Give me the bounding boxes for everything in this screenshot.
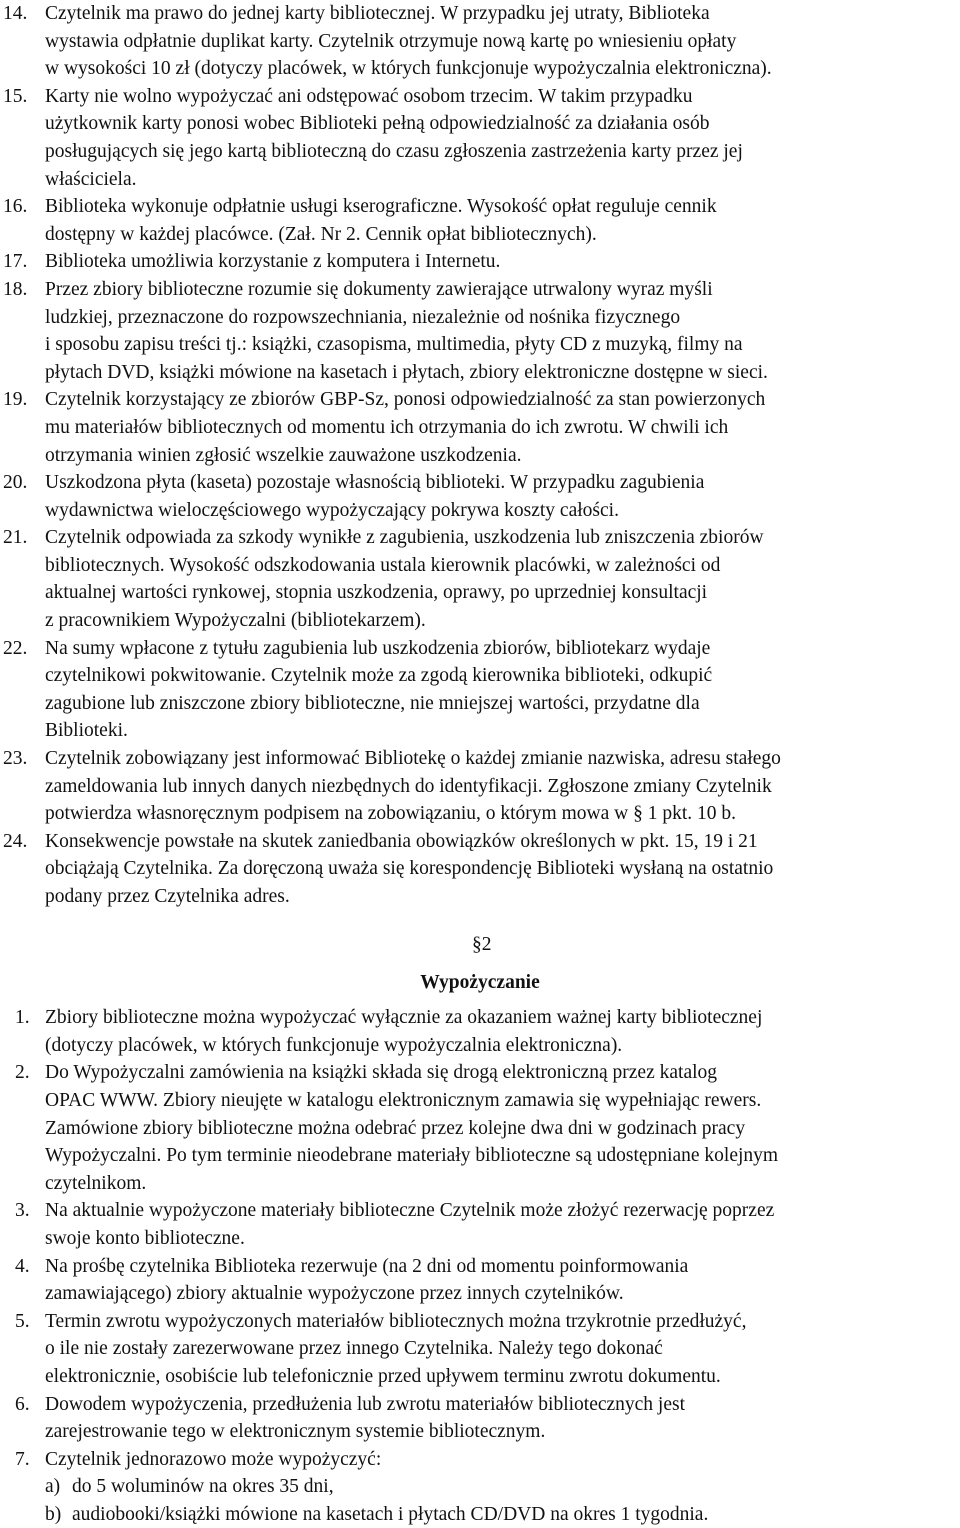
list-item xyxy=(0,1059,960,1197)
item-text-line: wystawia odpłatnie duplikat karty. Czytelnik otrzymuje nową kartę po wniesieniu opłaty xyxy=(45,30,737,52)
list-item xyxy=(0,386,960,469)
item-text-line: Dowodem wypożyczenia, przedłużenia lub zwrotu materiałów bibliotecznych jest xyxy=(45,1393,686,1415)
item-number: 5. xyxy=(15,1310,30,1332)
item-text-line: potwierdza własnoręcznym podpisem na zobowiązaniu, o którym mowa w § 1 pkt. 10 b. xyxy=(45,803,737,825)
item-text-line: Wypożyczalni. Po tym terminie nieodebrane materiały biblioteczne są udostępniane kolejnym xyxy=(45,1145,779,1167)
item-text-line: Przez zbiory biblioteczne rozumie się dokumenty zawierające utrwalony wyraz myśli xyxy=(45,278,713,300)
list-item xyxy=(0,469,960,524)
lending-rules-list xyxy=(0,1004,960,1528)
item-text-line: czytelnikowi pokwitowanie. Czytelnik może za zgodą kierownika biblioteki, odkupić xyxy=(45,665,713,687)
sub-item xyxy=(0,1473,956,1501)
item-text-line: w wysokości 10 zł (dotyczy placówek, w których funkcjonuje wypożyczalnia elektroniczna). xyxy=(45,58,772,80)
sub-item-label: a) xyxy=(45,1476,61,1498)
item-text-line: Biblioteka umożliwia korzystanie z komputera i Internetu. xyxy=(45,251,501,273)
item-text-line: Do Wypożyczalni zamówienia na książki składa się drogą elektroniczną przez katalog xyxy=(45,1062,718,1084)
item-text-line: posługujących się jego kartą biblioteczną do czasu zgłoszenia zastrzeżenia karty przez jej xyxy=(45,140,743,162)
item-text-line: zamawiającego) zbiory aktualnie wypożyczone przez innych czytelników. xyxy=(45,1283,624,1305)
list-item xyxy=(0,1308,960,1391)
item-text-line: zameldowania lub innych danych niezbędnych do identyfikacji. Zgłoszone zmiany Czytelnik xyxy=(45,775,772,797)
list-item xyxy=(0,1197,960,1252)
item-text-line: dostępny w każdej placówce. (Zał. Nr 2. Cennik opłat bibliotecznych). xyxy=(45,223,597,245)
item-number: 7. xyxy=(15,1448,30,1470)
item-number: 16. xyxy=(3,196,28,218)
item-number: 19. xyxy=(3,389,28,411)
item-text-line: właściciela. xyxy=(45,168,137,190)
item-text-line: mu materiałów bibliotecznych od momentu ich otrzymania do ich zwrotu. W chwili ich xyxy=(45,416,729,438)
item-text-line: ludzkiej, przeznaczone do rozpowszechniania, niezależnie od nośnika fizycznego xyxy=(45,306,681,328)
item-text-line: o ile nie zostały zarezerwowane przez innego Czytelnika. Należy tego dokonać xyxy=(45,1338,663,1360)
sub-item xyxy=(0,1501,956,1528)
item-number: 15. xyxy=(3,85,28,107)
item-number: 2. xyxy=(15,1062,30,1084)
item-text-line: Czytelnik korzystający ze zbiorów GBP-Sz, ponosi odpowiedzialność za stan powierzonych xyxy=(45,389,766,411)
section-number xyxy=(0,931,960,961)
item-number: 14. xyxy=(3,3,28,24)
list-item xyxy=(0,0,960,83)
item-text-line: Biblioteka wykonuje odpłatnie usługi kserograficzne. Wysokość opłat reguluje cennik xyxy=(45,196,717,218)
list-item xyxy=(0,193,960,248)
list-item xyxy=(0,248,960,276)
item-number: 3. xyxy=(15,1200,30,1222)
item-text-line: Karty nie wolno wypożyczać ani odstępować osobom trzecim. W takim przypadku xyxy=(45,85,693,107)
list-item xyxy=(0,1253,960,1308)
list-item xyxy=(0,1391,960,1446)
item-text-line: z pracownikiem Wypożyczalni (bibliotekarzem). xyxy=(45,610,426,632)
sub-item-label: b) xyxy=(45,1503,62,1525)
item-number: 20. xyxy=(3,472,28,494)
section-title: Wypożyczanie xyxy=(420,971,540,993)
item-text-line: Konsekwencje powstałe na skutek zaniedbania obowiązków określonych w pkt. 15, 19 i 21 xyxy=(45,830,758,852)
list-item xyxy=(0,524,960,634)
item-text-line: Uszkodzona płyta (kaseta) pozostaje własnością biblioteki. W przypadku zagubienia xyxy=(45,472,705,494)
item-text-line: zarejestrowanie tego w elektronicznym systemie bibliotecznym. xyxy=(45,1421,546,1443)
sub-item-text: do 5 woluminów na okres 35 dni, xyxy=(72,1476,334,1498)
item-number: 22. xyxy=(3,637,28,659)
item-number: 1. xyxy=(15,1007,30,1029)
list-item xyxy=(0,745,960,828)
list-item xyxy=(0,1004,960,1059)
item-text-line: wydawnictwa wieloczęściowego wypożyczający pokrywa koszty całości. xyxy=(45,499,619,521)
item-number: 18. xyxy=(3,278,28,300)
item-number: 4. xyxy=(15,1255,30,1277)
list-item xyxy=(0,635,960,745)
item-text-line: Czytelnik ma prawo do jednej karty bibliotecznej. W przypadku jej utraty, Biblioteka xyxy=(45,3,710,24)
item-text-line: zagubione lub zniszczone zbiory biblioteczne, nie mniejszej wartości, przydatne dla xyxy=(45,692,700,714)
item-number: 23. xyxy=(3,748,28,770)
list-item xyxy=(0,276,960,386)
item-number: 17. xyxy=(3,251,28,273)
section-number-text: §2 xyxy=(472,933,492,955)
item-text-line: czytelnikom. xyxy=(45,1172,147,1194)
item-text-line: Na sumy wpłacone z tytułu zagubienia lub uszkodzenia zbiorów, bibliotekarz wydaje xyxy=(45,637,711,659)
item-text-line: (dotyczy placówek, w których funkcjonuje wypożyczalnia elektroniczna). xyxy=(45,1034,623,1056)
item-text-line: OPAC WWW. Zbiory nieujęte w katalogu elektronicznym zamawia się wypełniając rewers. xyxy=(45,1089,762,1111)
item-text-line: Zbiory biblioteczne można wypożyczać wyłącznie za okazaniem ważnej karty bibliotecznej xyxy=(45,1007,763,1029)
item-text-line: swoje konto biblioteczne. xyxy=(45,1227,245,1249)
item-text-line: Czytelnik zobowiązany jest informować Bibliotekę o każdej zmianie nazwiska, adresu stałego xyxy=(45,748,781,770)
item-text-line: Na prośbę czytelnika Biblioteka rezerwuje (na 2 dni od momentu poinformowania xyxy=(45,1255,689,1277)
list-item xyxy=(0,83,960,193)
list-item xyxy=(0,828,960,911)
sub-item-text: audiobooki/książki mówione na kasetach i płytach CD/DVD na okres 1 tygodnia. xyxy=(72,1503,709,1525)
item-text-line: użytkownik karty ponosi wobec Biblioteki pełną odpowiedzialność za działania osób xyxy=(45,113,710,135)
item-text-line: Termin zwrotu wypożyczonych materiałów bibliotecznych można trzykrotnie przedłużyć, xyxy=(45,1310,747,1332)
item-text-line: bibliotecznych. Wysokość odszkodowania ustala kierownik placówki, w zależności od xyxy=(45,554,721,576)
item-number: 24. xyxy=(3,830,28,852)
item-text-line: Czytelnik jednorazowo może wypożyczyć: xyxy=(45,1448,382,1470)
item-text-line: Biblioteki. xyxy=(45,720,128,742)
item-text-line: Czytelnik odpowiada za szkody wynikłe z zagubienia, uszkodzenia lub zniszczenia zbiorów xyxy=(45,527,764,549)
item-text-line: elektronicznie, osobiście lub telefonicznie przed upływem terminu zwrotu dokumentu. xyxy=(45,1365,721,1387)
item-text-line: Na aktualnie wypożyczone materiały biblioteczne Czytelnik może złożyć rezerwację poprzez xyxy=(45,1200,775,1222)
item-text-line: aktualnej wartości rynkowej, stopnia uszkodzenia, oprawy, po uprzedniej konsultacji xyxy=(45,582,708,604)
item-number: 6. xyxy=(15,1393,30,1415)
item-text-line: Zamówione zbiory biblioteczne można odebrać przez kolejne dwa dni w godzinach pracy xyxy=(45,1117,746,1139)
item-text-line: płytach DVD, książki mówione na kasetach i płytach, zbiory elektroniczne dostępne w sieci. xyxy=(45,361,768,383)
list-item xyxy=(0,1446,960,1528)
item-text-line: obciążają Czytelnika. Za doręczoną uważa się korespondencję Biblioteki wysłaną na ostatnio xyxy=(45,858,774,880)
item-number: 21. xyxy=(3,527,28,549)
item-text-line: otrzymania winien zgłosić wszelkie zauważone uszkodzenia. xyxy=(45,444,522,466)
item-text-line: i sposobu zapisu treści tj.: książki, czasopisma, multimedia, płyty CD z muzyką, filmy na xyxy=(45,334,743,356)
item-text-line: podany przez Czytelnika adres. xyxy=(45,886,290,907)
